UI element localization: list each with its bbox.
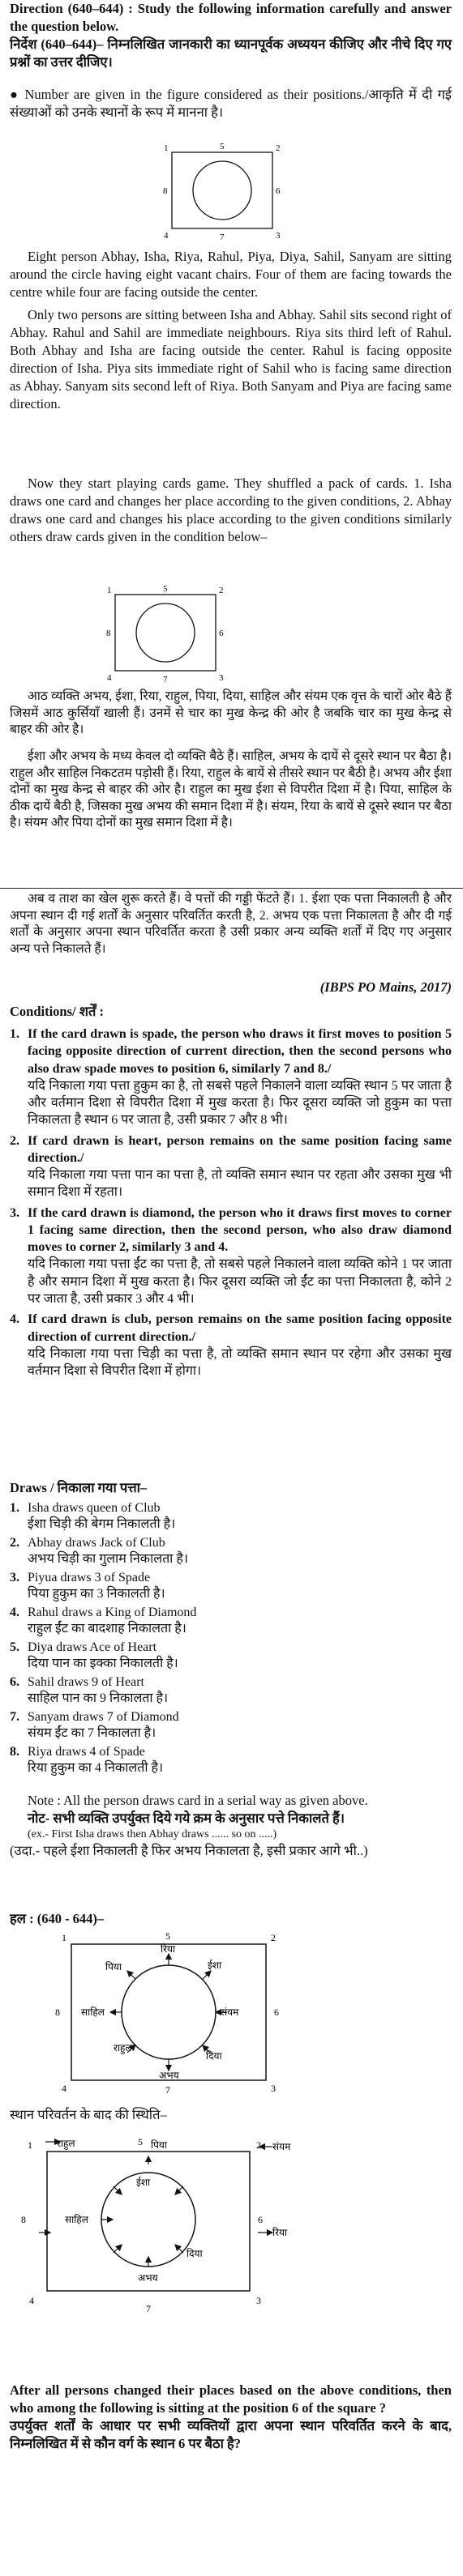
pos-label-5: 5 [138,2136,143,2147]
circle-outline [122,1965,216,2059]
pos-label-5: 5 [163,584,168,594]
person-rahul: राहुल [114,2042,132,2054]
condition-item: 4. If card drawn is club, person remains on the same position facing opposite direction of current direction./ यदि निकाला गया पत्ता चिड़ी का पत्ता है, तो व्यक्ति समान स्थान पर रहेगा और उसका मुख वर्तमान दिशा से विपरीत दिशा में होगा। [10,1312,452,1379]
para-en-2: Only two persons are sitting between Isha and Abhay. Sahil sits second right of Abhay. Rahul and Sahil are immediate neighbours. Riya sits third left of Rahul. Both Abhay and Isha are facing outside the center. Rahul is facing opposite direction of Isha. Piya sits immediate right of Sahil who is facing same direction as Abhay. Sanyam sits second left of Riya. Both Sanyam and Piya are facing same direction. [10,307,452,412]
person-piya: पिया [105,1961,122,1973]
arrow-isha [203,1971,211,1979]
note-draw-en: Note : All the person draws card in a serial way as given above. [28,1793,368,1808]
direction-en: Direction (640–644) : Study the following information carefully and answer the question below. [10,1,452,34]
draw-item: 3. Piyua draws 3 of Spade पिया हुकुम का 3 निकालती है। [10,1570,165,1601]
after-change-label: स्थान परिवर्तन के बाद की स्थिति– [10,2107,167,2122]
person-piya: पिया [151,2139,167,2151]
question-en: After all persons changed their places based on the above conditions, then who among the following is sitting at the position 6 of the square ? [10,2382,452,2416]
person-isha: ईशा [136,2177,151,2188]
positions-note [10,86,452,122]
pos-label-7: 7 [165,2084,170,2096]
draw-item: 5. Diya draws Ace of Heart दिया पान का इक्का निकालती है। [10,1640,178,1671]
pos-label-6: 6 [219,629,224,638]
person-sanyam: संयम [272,2141,291,2152]
condition-item: 3. If the card drawn is diamond, the person who it draws first moves to corner 1 facing same direction, then the second person, who also draw diamond moves to corner 2, similarly 3 and 4. यदि निकाला गया पत्ता ईंट का पत्ता है, तो सबसे पहले निकालने वाला व्यक्ति कोने 1 पर जाता है और समान दिशा में मुख करता है। फिर दूसरा व्यक्ति जो ईंट का पत्ता निकालता है, कोने 2 पर जाता है, उसी प्रकार 3 और 4 भी। [10,1205,452,1306]
figure-positions [154,138,292,243]
pos-label-2: 2 [219,586,224,595]
pos-label-3: 3 [256,2295,261,2306]
source-text: (IBPS PO Mains, 2017) [319,979,452,995]
pos-label-1: 1 [164,143,169,153]
direction-block [10,0,452,71]
square-outline [172,152,272,228]
note-ex-en: (ex.- First Isha draws then Abhay draws ...... so on .....) [28,1828,277,1840]
draw-item: 6. Sahil draws 9 of Heart साहिल पान का 9 निकालता है। [10,1674,169,1706]
pos-label-8: 8 [21,2214,26,2225]
person-isha: ईशा [208,1960,222,1971]
condition-item: 1. If the card drawn is spade, the person who draws it first moves to position 5 facing opposite direction of current direction, then the second persons who also draw spade moves to position 6, similarly 7 and 8./ यदि निकाला गया पत्ता हुकुम का है, तो सबसे पहले निकालने वाला व्यक्ति स्थान 5 पर जाता है और वर्तमान दिशा से विपरीत दिशा में मुख करता है। फिर दूसरा व्यक्ति जो हुकुम का पत्ता निकालता है स्थान 6 पर जाता है, उसी प्रकार 7 और 8 भी। [10,1027,452,1128]
pos-label-2: 2 [271,1932,276,1943]
person-sahil: साहिल [81,2007,105,2018]
pos-label-4: 4 [62,2083,66,2094]
square-outline [115,595,216,671]
pos-label-6: 6 [274,2007,279,2018]
draws-title: Draws / निकाला गया पत्ता– [10,1480,148,1495]
pos-label-3: 3 [271,2083,276,2094]
pos-label-3: 3 [276,231,281,241]
note-draw [10,1792,452,1860]
draws-list [10,1500,452,1779]
pos-label-8: 8 [106,629,111,638]
draw-item: 4. Rahul draws a King of Diamond राहुल ईंट का बादशाह निकालता है। [10,1605,197,1636]
arrow-piya [127,1971,135,1979]
person-sanyam: संयम [221,2007,239,2018]
person-abhay: अभय [138,2272,158,2284]
conditions-list [10,1026,452,1383]
pos-label-5: 5 [165,1930,170,1942]
pos-label-1: 1 [107,586,112,595]
draw-item: 8. Riya draws 4 of Spade रिया हुकुम का 4 निकालती है। [10,1744,164,1776]
para-hi-1: आठ व्यक्ति अभय, ईशा, रिया, राहुल, पिया, दिया, साहिल और संयम एक वृत्त के चारों ओर बैठे हैं जिसमें आठ कुर्सियाँ खाली हैं। उनमें से चार का मुख केन्द्र की ओर है जबकि चार का मुख केन्द्र से बाहर की ओर है। [10,689,452,737]
source [10,979,452,996]
direction-hi: निर्देश (640–644)– निम्नलिखित जानकारी का ध्यानपूर्वक अध्ययन कीजिए और नीचे दिए गए प्रश्नों का उत्तर दीजिए। [10,36,452,70]
pos-label-2: 2 [256,2139,261,2151]
draw-item: 2. Abhay draws Jack of Club अभय चिड़ी का गुलाम निकालता है। [10,1535,188,1567]
para-en-3: Now they start playing cards game. They shuffled a pack of cards. 1. Isha draws one card and changes her place according to the given conditions, 2. Abhay draws one card and changes his place according to the given conditions similarly others draw cards given in the condition below– [10,476,452,544]
pos-label-7: 7 [163,675,168,685]
figure-after-change [15,2127,323,2314]
question-block [10,2382,452,2453]
pos-label-2: 2 [276,143,281,153]
person-riya: रिया [161,1943,176,1955]
pos-label-4: 4 [29,2295,34,2306]
person-riya: रिया [272,2227,288,2238]
para-hi-3: अब व ताश का खेल शुरू करते हैं। वे पत्तों की गड्डी फेंटते हैं। 1. ईशा एक पत्ता निकालती है और अपना स्थान दी गई शर्तों के अनुसार परिवर्तित करती है, 2. अभय एक पत्ता निकालता है और दी गई शर्तों के अनुसार अपना स्थान परिवर्तित करता है उसी प्रकार अन्य व्यक्ति शर्तों में दिए गए अनुसार अन्य पत्ते निकालते हैं। [10,892,452,956]
person-diya: दिया [206,2050,222,2062]
pos-label-7: 7 [146,2303,151,2314]
person-abhay: अभय [159,2070,179,2081]
note-ex-hi: (उदा.- पहले ईशा निकालती है फिर अभय निकालता है, इसी प्रकार आगे भी..) [10,1843,368,1859]
note-draw-hi: नोट- सभी व्यक्ति उपर्युक्त दिये गये क्रम के अनुसार पत्ते निकालते हैं। [28,1810,345,1826]
pos-label-5: 5 [220,142,225,151]
person-sahil: साहिल [65,2214,88,2225]
condition-item: 2. If card drawn is heart, person remains on the same position facing same direction./ यदि निकाला गया पत्ता पान का पत्ता है, तो व्यक्ति समान स्थान पर रहता और उसका मुख भी समान दिशा में रहता। [10,1133,452,1200]
positions-note-en: ● Number are given in the figure considered as their positions./ [10,87,369,102]
draw-item: 1. Isha draws queen of Club ईशा चिड़ी की बेगम निकालती है। [10,1501,176,1532]
pos-label-4: 4 [164,231,169,241]
question-hi: उपर्युक्त शर्तों के आधार पर सभी व्यक्तियों द्वारा अपना स्थान परिवर्तित करने के बाद, निम्नलिखित में से कौन वर्ग के स्थान 6 पर बैठा है? [10,2417,452,2451]
circle-outline [193,161,251,220]
circle-outline [136,603,195,662]
pos-label-6: 6 [258,2214,263,2225]
person-diya: दिया [186,2248,203,2259]
positions-note-hi: आकृति में दी गई संख्याओं को उनके स्थानों के रूप में मानना है। [10,87,452,120]
pos-label-8: 8 [163,186,168,196]
conditions-title: Conditions/ शर्तें : [10,1004,104,1019]
pos-label-6: 6 [276,186,281,196]
para-hi-2: ईशा और अभय के मध्य केवल दो व्यक्ति बैठे हैं। साहिल, अभय के दायें से दूसरे स्थान पर बैठा है। राहुल और साहिल निकटतम पड़ोसी हैं। रिया, राहुल के बायें से तीसरे स्थान पर बैठी है। अभय और ईशा दोनों का मुख केन्द्र से बाहर की ओर है। राहुल का मुख ईशा से विपरीत दिशा में है। पिया, साहिल के ठीक दायें बैठी है, जिसका मुख अभय की समान दिशा में है। संयम, रिया के बायें से दूसरे स्थान पर बैठा है। संयम और पिया दोनों का मुख समान दिशा में है। [10,749,452,830]
pos-label-8: 8 [55,2007,60,2018]
person-rahul: राहुल [57,2138,75,2149]
pos-label-7: 7 [220,232,225,242]
solution-title: हल : (640 - 644)– [10,1911,105,1926]
figure-positions-repeat [97,580,235,685]
pos-label-3: 3 [219,673,224,683]
pos-label-1: 1 [62,1932,66,1943]
para-en-1: Eight person Abhay, Isha, Riya, Rahul, Piya, Diya, Sahil, Sanyam are sitting around the circle having eight vacant chairs. Four of them are facing towards the centre while four are facing outside the center. [10,249,452,300]
pos-label-1: 1 [28,2139,32,2151]
figure-initial-arrangement [49,1928,292,2098]
pos-label-4: 4 [107,673,112,683]
divider [0,888,463,889]
draw-item: 7. Sanyam draws 7 of Diamond संयम ईंट का 7 निकालता है। [10,1709,179,1741]
